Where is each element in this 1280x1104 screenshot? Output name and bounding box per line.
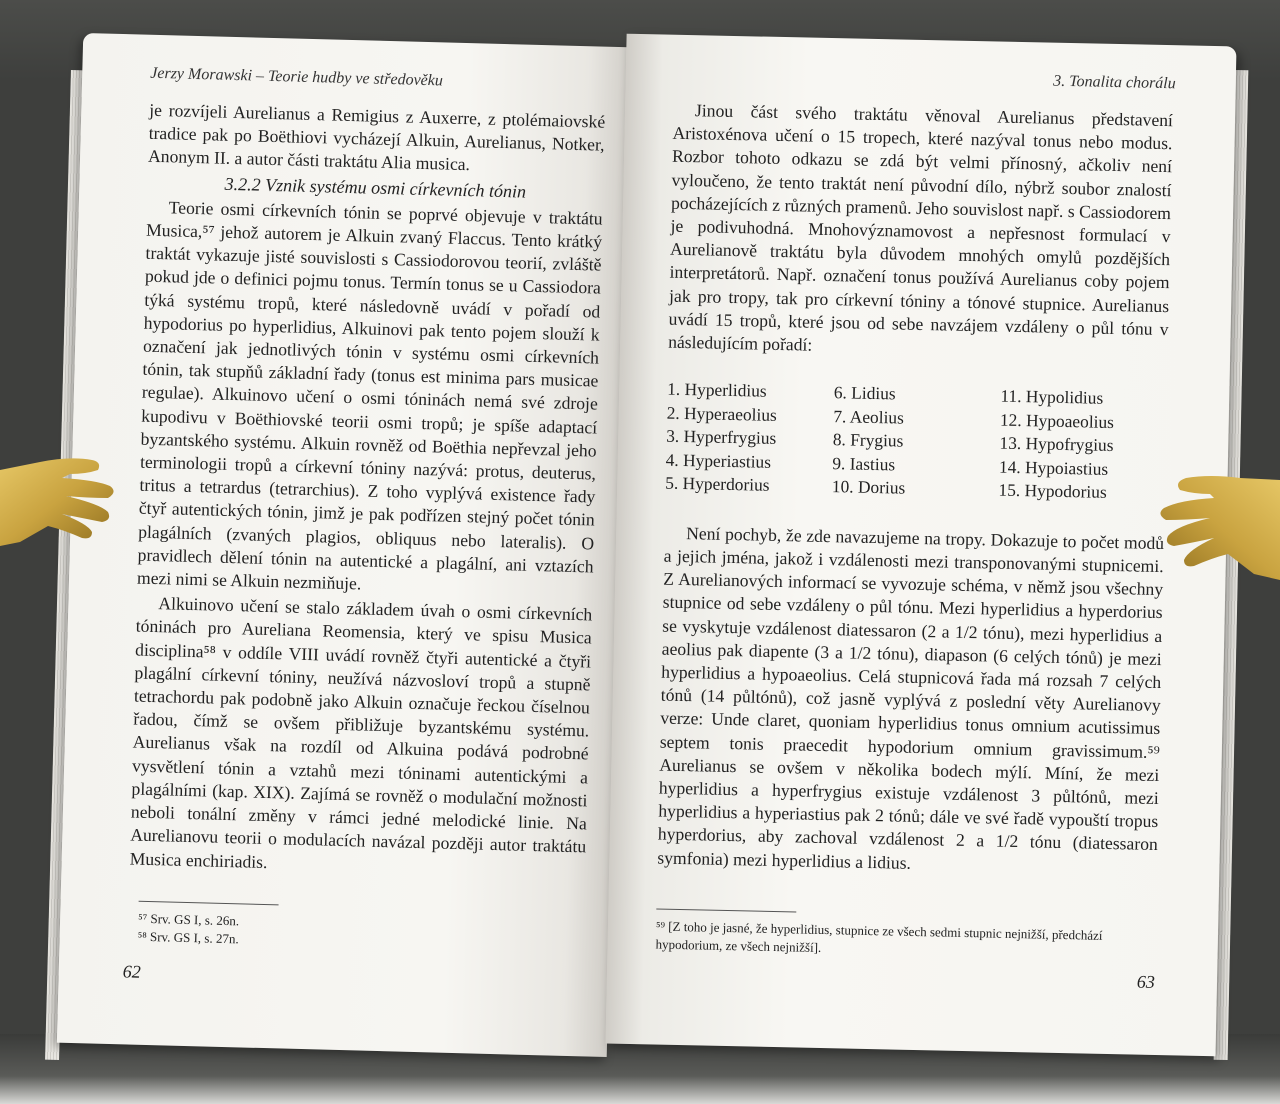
brass-hand-right-icon [1150, 470, 1280, 595]
trope-item: 13. Hypofrygius [999, 432, 1114, 456]
footnote-rule [656, 909, 796, 913]
right-page [605, 34, 1236, 1057]
trope-item: 15. Hypodorius [998, 479, 1107, 503]
tropes-column [665, 378, 834, 499]
paragraph: Alkuinovo učení se stalo základem úvah o osmi církevních tóninách pro Aureliana Reomensia, který ve spisu Musica disciplina⁵⁸ v oddíle VIII uvádí rovněž čtyři autentické a čtyři plagální církevní tóniny, neužívá názvosloví tropů a stupně tetrachordu pak podobně jako Alkuin označuje řeckou číselnou řadou, čímž se ovšem přibližuje byzantskému systému. Aurelianus však na rozdíl od Alkuina podává podrobné vysvětlení tónin a vztahů mezi tóninami autentickými a plagálními (kap. XIX). Zajímá se rovněž o modulační možnosti neboli tonální změny v rámci jedné melodické linie. Na Aurelianovu teorii o modulacích navázal později autor traktátu Musica enchiriadis. [129, 593, 593, 872]
running-head-right: 3. Tonalita chorálu [1053, 72, 1176, 93]
trope-item: 8. Frygius [832, 429, 904, 451]
right-page-body [657, 99, 1173, 880]
page-number-right: 63 [1136, 971, 1156, 992]
footnote: ⁵⁷ Srv. GS I, s. 26n. [137, 910, 240, 929]
trope-item: 9. Iastius [832, 452, 896, 475]
paragraph: je rozvíjeli Aurelianus a Remigius z Auxerre, z ptolémaiovské tradice pak po Boëthiovi vycházejí Alkuin, Aurelianus, Notker, Anonym II. a autor části traktátu Alia musica. [147, 99, 606, 175]
trope-item: 12. Hypoaeolius [999, 409, 1115, 432]
trope-item: 3. Hyperfrygius [666, 425, 777, 449]
paragraph: Není pochyb, že zde navazujeme na tropy. Dokazuje to počet modů a jejich jména, jakož i vzdálenosti mezi transponovanými stupnicemi. Z Aurelianových informací se vyvozuje schéma, v němž jsou všechny stupnice od sebe vzdáleny o půl tónu. Mezi hyperlidius a hyperdorius se vyskytuje vzdálenost diatessaron (2 a 1/2 tónu), mezi hyperlidius a aeolius pak diapente (3 a 1/2 tónu), diapason (6 celých tónů) je mezi hyperlidius a hypoaeolius. Celá stupnicová řada má rozsah 7 celých tónů (14 půltónů), což jasně vyplývá z poslední věty Aurelianovy verze: Unde claret, quoniam hyperlidius tonus omnium acutissimus septem tonis praecedit hypodorium omnium gravissimum.⁵⁹ Aurelianus se ovšem v několika bodech mýlí. Míní, že mezi hyperlidius a hyperfrygius existuje vzdálenost 3 půltónů, mezi hyperlidius a hyperiastius pak 2 tónů; dále ve své řadě vypouští tropus hyperdorius, aby zachoval vzdálenost 2 a 1/2 tónu (diatessaron symfonia) mezi hyperlidius a lidius. [657, 522, 1165, 873]
footnote: ⁵⁸ Srv. GS I, s. 27n. [137, 928, 239, 947]
trope-item: 2. Hyperaeolius [666, 402, 778, 425]
trope-item: 1. Hyperlidius [667, 378, 767, 401]
running-head-left: Jerzy Morawski – Teorie hudby ve středověku [150, 64, 444, 90]
paragraph: Teorie osmi církevních tónin se poprvé objevuje v traktátu Musica,⁵⁷ jehož autorem je Alkuin zvaný Flaccus. Tento krátký traktát vykazuje jisté souvislosti s Cassiodorovou teorií, zvláště pokud jde o definici pojmu tonus. Termín tonus se u Cassiodora týká systému tropů, které následovně uvádí v pořadí od hypodorius po hyperlidius, Alkuinovi pak tento pojem slouží k označení jak jednotlivých tónin v systému osmi církevních tónin, tak stupňů základní řady (tonus est minima pars musicae regulae). Alkuinovo učení o osmi tóninách nemá své zdroje kupodivu v Boëthiovské teorii osmi tropů; je spíše adaptací byzantského systému. Alkuin rovněž od Boëthia nepřevzal jeho terminologii tropů a církevní tóniny nazývá: protus, deuterus, tritus a tetrardus (tetrarchius). Z toho vyplývá existence řady čtyř autentických tónin, jimž je pak podřízen stejný počet tónin plagálních (zvaných plagios, obliquus nebo lateralis). O pravidlech dělení tónin na autentické a plagální, ani vztazích mezi nimi se Alkuin nezmiňuje. [136, 197, 603, 594]
trope-item: 4. Hyperiastius [665, 449, 772, 472]
trope-item: 10. Dorius [831, 476, 906, 498]
brass-hand-left-icon [0, 450, 120, 565]
paragraph: Jinou část svého traktátu věnoval Aurelianus představení Aristoxénova učení o 15 tropech, které nazýval tonus nebo modus. Rozbor tohoto odkazu se zdá být velmi přínosný, ačkoliv není vyloučeno, že tento traktát není původní dílo, nýbrž soubor znalostí pocházejících z různých pramenů. Jeho souvislost např. s Cassiodorem je podivuhodná. Mnohovýznamovost a nepřesnost formulací v Aurelianově traktátu byla důvodem mnohých omylů pozdějších interpretátorů. Např. označení tonus používá Aurelianus coby pojem jak pro tropy, tak pro církevní tóniny a tónové stupnice. Aurelianus uvádí 15 tropů, které jsou od sebe navzájem vzdáleny o půl tónu v následujícím pořadí: [667, 100, 1174, 355]
trope-item: 7. Aeolius [833, 405, 905, 428]
footnote: ⁵⁹ [Z toho je jasné, že hyperlidius, stupnice ze všech sedmi stupnic nejnižší, předchází hypodorium, ze všech nejnižší]. [655, 918, 1103, 955]
trope-item: 14. Hypoiastius [998, 456, 1109, 479]
page-number-left: 62 [122, 961, 142, 982]
footnotes-right [655, 909, 1156, 964]
tropes-column [832, 381, 1001, 502]
left-page [57, 33, 633, 1057]
trope-item: 5. Hyperdorius [665, 472, 770, 496]
trope-item: 11. Hypolidius [1000, 385, 1104, 409]
trope-item: 6. Lidius [833, 382, 896, 404]
footnotes-left [137, 901, 568, 957]
tropes-list [665, 378, 1167, 506]
left-page-body [129, 99, 605, 882]
footnote-rule [139, 901, 279, 906]
section-title: 3.2.2 Vznik systému osmi církevních tónin [224, 173, 527, 202]
tropes-column [998, 385, 1167, 506]
